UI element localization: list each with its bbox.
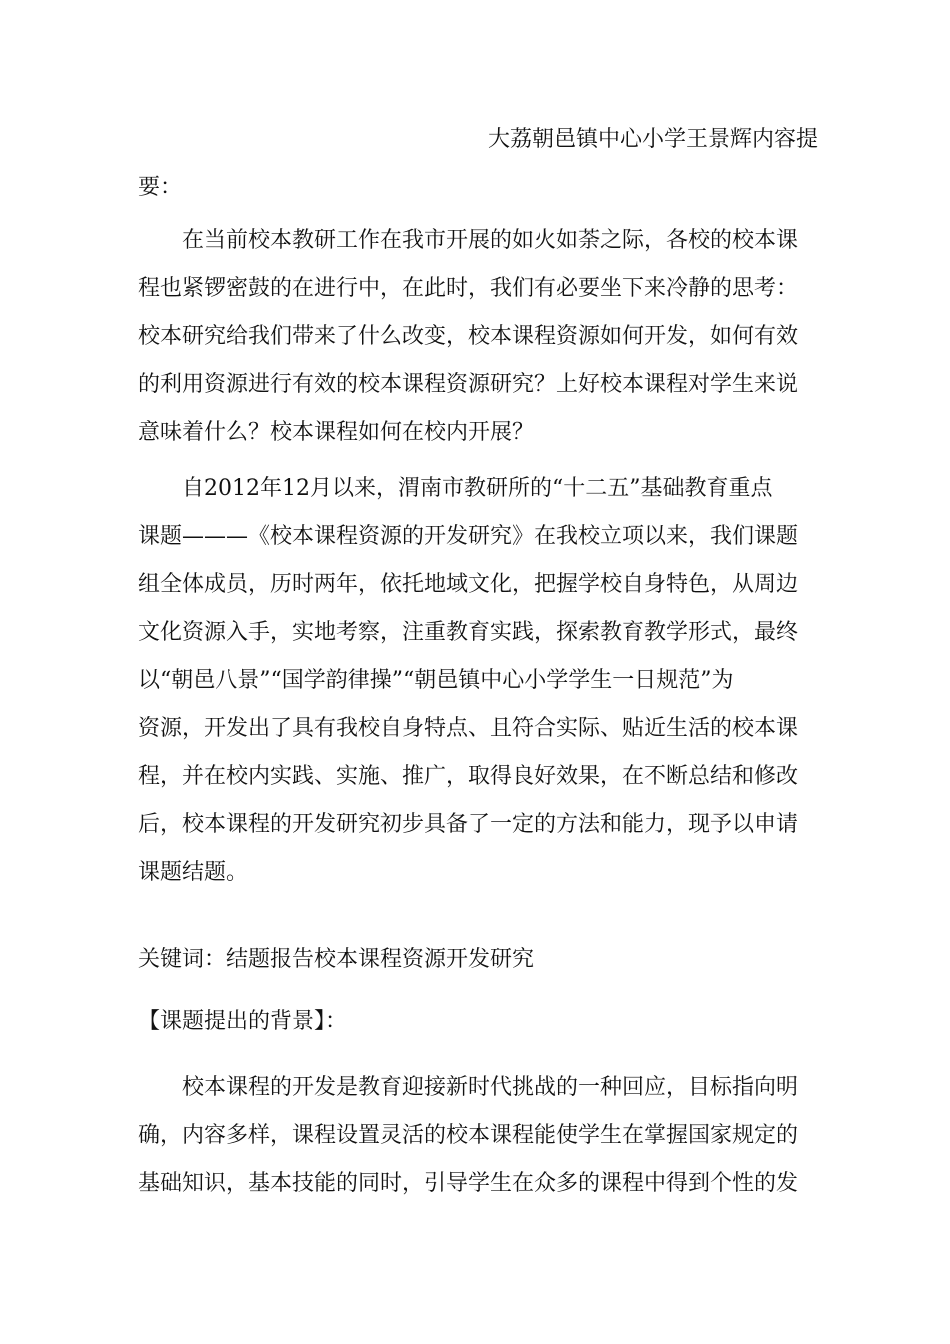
paragraph-line: 意味着什么？校本课程如何在校内开展？ <box>138 420 535 445</box>
paragraph-line: 课题结题。 <box>138 860 249 885</box>
abstract-label-text: 要： <box>138 175 183 200</box>
background-paragraph <box>138 1064 818 1208</box>
paragraph-line: 文化资源入手，实地考察，注重教育实践，探索教育教学形式，最终 <box>138 620 799 645</box>
paragraph-line: 资源，开发出了具有我校自身特点、且符合实际、贴近生活的校本课 <box>138 716 799 741</box>
abstract-label <box>138 164 818 212</box>
paragraph-line: 程，并在校内实践、实施、推广，取得良好效果，在不断总结和修改 <box>138 764 799 789</box>
paragraph-line: 程也紧锣密鼓的在进行中，在此时，我们有必要坐下来冷静的思考： <box>138 276 799 301</box>
background-heading <box>138 998 818 1046</box>
keywords-line <box>138 936 818 984</box>
paragraph-line: 自2012年12月以来，渭南市教研所的“十二五”基础教育重点 <box>182 476 773 501</box>
abstract-paragraph <box>138 217 818 457</box>
author-line-text: 大荔朝邑镇中心小学王景辉内容提 <box>487 127 818 152</box>
paragraph-line: 组全体成员，历时两年，依托地域文化，把握学校自身特色，从周边 <box>138 572 799 597</box>
paragraph-line: 课题———《校本课程资源的开发研究》在我校立项以来，我们课题 <box>138 524 799 549</box>
background-heading-text: 【课题提出的背景】： <box>138 1009 348 1034</box>
project-paragraph <box>138 465 818 897</box>
paragraph-line: 校本研究给我们带来了什么改变，校本课程资源如何开发，如何有效 <box>138 324 799 349</box>
author-line <box>138 116 818 164</box>
paragraph-line: 校本课程的开发是教育迎接新时代挑战的一种回应，目标指向明 <box>182 1075 799 1100</box>
paragraph-line: 在当前校本教研工作在我市开展的如火如荼之际，各校的校本课 <box>182 228 799 253</box>
paragraph-line: 以“朝邑八景”“国学韵律操”“朝邑镇中心小学学生一日规范”为 <box>138 668 734 693</box>
paragraph-line: 确，内容多样，课程设置灵活的校本课程能使学生在掌握国家规定的 <box>138 1123 799 1148</box>
paragraph-line: 后，校本课程的开发研究初步具备了一定的方法和能力，现予以申请 <box>138 812 799 837</box>
paragraph-line: 的利用资源进行有效的校本课程资源研究？上好校本课程对学生来说 <box>138 372 799 397</box>
paragraph-line: 基础知识，基本技能的同时，引导学生在众多的课程中得到个性的发 <box>138 1171 799 1196</box>
keywords-text: 关键词：结题报告校本课程资源开发研究 <box>138 947 535 972</box>
